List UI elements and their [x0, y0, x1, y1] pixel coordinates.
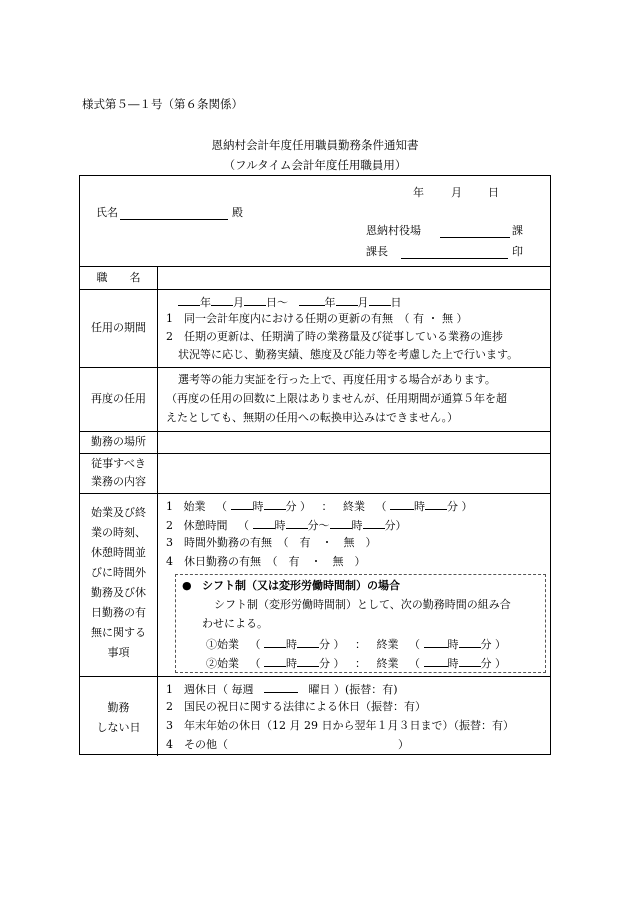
- document-title: 恩納村会計年度任用職員勤務条件通知書: [211, 138, 419, 152]
- term-note-line-2: 状況等に応じ、勤務実績、態度及び能力等を考慮した上で行います。: [178, 348, 519, 361]
- hours-label-6: 日勤務の有: [91, 606, 146, 619]
- name-field[interactable]: [120, 206, 228, 220]
- duties-label-1: 従事すべき: [91, 457, 146, 470]
- seal-mark: 印: [512, 245, 523, 258]
- date-year: 年: [413, 186, 424, 199]
- document-subtitle: （フルタイム会計年度任用職員用）: [223, 158, 407, 172]
- reappointment-line-2: （再度の任用の回数に上限はありませんが、任用期間が通算５年を超: [166, 392, 507, 405]
- shift-text-2: わせによる。: [202, 617, 268, 630]
- term-renewal-line: 1 同一会計年度内における任期の更新の有無 （ 有 ・ 無 ）: [166, 312, 468, 325]
- reappointment-line-3: えたとしても、無期の任用への転換申込みはできません。）: [166, 411, 459, 424]
- shift-pattern-2: ②始業 （ 時 分 ） ： 終業 （ 時 分 ）: [206, 657, 506, 670]
- holiday-work-line: 4 休日勤務の有無 （ 有 ・ 無 ）: [166, 555, 366, 568]
- shift-bullet-icon: ●: [182, 579, 192, 592]
- shift-pattern-1: ①始業 （ 時 分 ） ： 終業 （ 時 分 ）: [206, 638, 506, 651]
- position-label: 職 名: [96, 271, 141, 284]
- hours-label-8: 事項: [107, 646, 130, 659]
- days-off-label-1: 勤務: [107, 701, 130, 714]
- date-day: 日: [488, 186, 499, 199]
- national-holiday-line: 2 国民の祝日に関する法律による休日（振替：有）: [166, 700, 426, 713]
- section-suffix: 課: [512, 224, 523, 237]
- hours-label-1: 始業及び終: [91, 506, 146, 519]
- workplace-label: 勤務の場所: [91, 435, 146, 448]
- chief-label: 課長: [366, 245, 388, 258]
- hours-label-7: 無に関する: [91, 626, 146, 639]
- duties-label-2: 業務の内容: [91, 475, 146, 488]
- honorific: 殿: [232, 206, 243, 219]
- reappointment-label: 再度の任用: [91, 392, 146, 405]
- shift-title: シフト制（又は変形労働時間制）の場合: [202, 579, 400, 592]
- term-dates: 年 月 日～ 年 月 日: [178, 294, 402, 310]
- hours-label-2: 業の時刻、: [91, 526, 146, 539]
- office-label: 恩納村役場: [366, 224, 421, 237]
- section-field[interactable]: [440, 224, 510, 238]
- days-off-label-2: しない日: [96, 721, 141, 734]
- reappointment-line-1: 選考等の能力実証を行った上で、再度任用する場合があります。: [178, 373, 496, 386]
- year-end-holiday-line: 3 年末年始の休日（12 月 29 日から翌年１月３日まで）（振替：有）: [166, 719, 514, 732]
- weekly-holiday-line: 1 週休日（ 毎週 曜日 ）(振替：有): [166, 683, 398, 696]
- date-month: 月: [451, 186, 462, 199]
- hours-label-4: びに時間外: [91, 566, 146, 579]
- hours-label-5: 勤務及び休: [91, 586, 146, 599]
- hours-label-3: 休憩時間並: [91, 546, 146, 559]
- shift-text-1: シフト制（変形労働時間制）として、次の勤務時間の組み合: [214, 598, 511, 611]
- work-hours-line: 1 始業 （ 時 分 ） ： 終業 （ 時 分 ）: [166, 500, 473, 513]
- form-number: 様式第５―１号（第６条関係）: [82, 97, 243, 111]
- term-label: 任用の期間: [91, 321, 146, 334]
- other-holiday-line: 4 その他（ ）: [166, 738, 409, 751]
- notice-form: [79, 175, 551, 755]
- term-note-line-1: 2 任期の更新は、任期満了時の業務量及び従事している業務の進捗: [166, 330, 503, 343]
- name-label: 氏名: [96, 206, 118, 219]
- chief-name-field[interactable]: [401, 245, 508, 259]
- overtime-line: 3 時間外勤務の有無 （ 有 ・ 無 ）: [166, 536, 377, 549]
- break-time-line: 2 休憩時間 （ 時 分～ 時 分）: [166, 519, 407, 532]
